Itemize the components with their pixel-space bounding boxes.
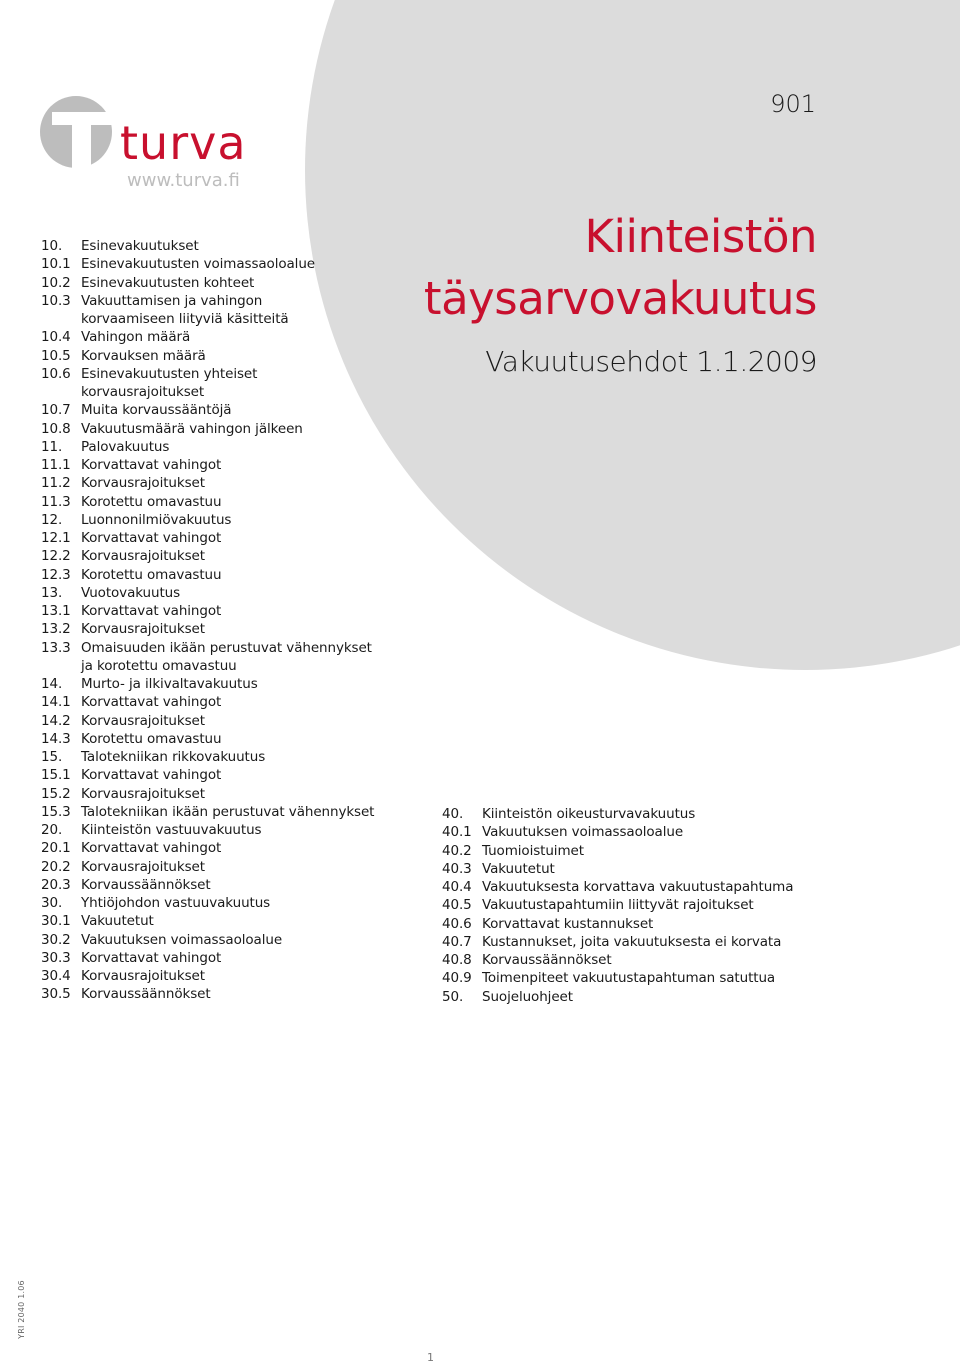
title-block — [424, 206, 817, 376]
toc-item-label: Suojeluohjeet — [482, 988, 573, 1005]
toc-item[interactable] — [41, 894, 431, 912]
logo-url[interactable]: www.turva.fi — [127, 170, 240, 191]
toc-item-number: 30.4 — [41, 968, 71, 984]
toc-item[interactable] — [41, 511, 431, 529]
toc-item-label: Vahingon määrä — [81, 329, 191, 346]
toc-item-number: 12.2 — [41, 548, 71, 565]
subtitle: Vakuutusehdot 1.1.2009 — [485, 345, 817, 378]
toc-item[interactable] — [442, 860, 862, 878]
toc-item-number: 11.3 — [41, 493, 71, 510]
toc-item-number: 40. — [442, 806, 464, 822]
toc-item-label: Vakuuttamisen ja vahingon — [81, 292, 263, 309]
toc-item-label: Vakuutetut — [81, 913, 154, 930]
toc-item[interactable] — [41, 675, 431, 693]
side-document-code: YRI 2040 1.06 — [16, 1280, 26, 1339]
toc-item-label-continued: korvaamiseen liityviä käsitteitä — [81, 311, 289, 327]
toc-item-number: 14.1 — [41, 694, 71, 711]
toc-item[interactable] — [41, 748, 431, 766]
toc-item-number: 15.2 — [41, 785, 71, 802]
toc-item[interactable] — [41, 730, 431, 748]
toc-item-label: Korvattavat vahingot — [81, 840, 222, 857]
toc-item[interactable] — [41, 693, 431, 711]
toc-item-label: Esinevakuutusten yhteiset — [81, 365, 258, 382]
document-number: 901 — [770, 90, 816, 118]
toc-item-number: 10.3 — [41, 292, 71, 309]
toc-item-number: 11.1 — [41, 457, 71, 473]
toc-item-label: Korvausrajoitukset — [81, 548, 205, 565]
toc-item-number: 15. — [41, 749, 63, 765]
toc-item-label-continued: ja korotettu omavastuu — [81, 657, 237, 674]
toc-left-column — [41, 237, 431, 1004]
toc-item-number: 10.2 — [41, 274, 71, 291]
toc-item[interactable] — [41, 365, 431, 402]
toc-item-label: Omaisuuden ikään perustuvat vähennykset — [81, 639, 372, 656]
toc-item-number: 14.2 — [41, 712, 71, 729]
toc-item[interactable] — [442, 842, 862, 860]
toc-item-number: 40.6 — [442, 915, 472, 932]
title-line-1: Kiinteistön — [584, 210, 817, 263]
toc-item[interactable] — [41, 839, 431, 857]
toc-item-number: 15.1 — [41, 767, 71, 784]
toc-item-number: 50. — [442, 988, 464, 1005]
toc-item[interactable] — [41, 493, 431, 511]
toc-right-column — [442, 805, 862, 1006]
toc-item[interactable] — [41, 529, 431, 547]
toc-item-number: 10.8 — [41, 420, 71, 437]
toc-item-label: Vakuutuksen voimassaoloalue — [81, 931, 283, 948]
toc-item-label: Korvattavat kustannukset — [482, 915, 654, 932]
toc-item-label: Vakuutuksen voimassaoloalue — [482, 824, 684, 841]
toc-item[interactable] — [41, 328, 431, 346]
toc-item[interactable] — [41, 420, 431, 438]
toc-item-label: Korvaussäännökset — [482, 952, 612, 968]
toc-item-number: 40.9 — [442, 970, 472, 987]
toc-item-label: Muita korvaussääntöjä — [81, 402, 232, 419]
toc-item-number: 13.1 — [41, 603, 71, 619]
toc-item-number: 13.2 — [41, 621, 71, 638]
toc-item-number: 10.5 — [41, 347, 71, 364]
toc-item-label: Vakuutusmäärä vahingon jälkeen — [81, 420, 303, 437]
toc-item[interactable] — [41, 401, 431, 419]
toc-item-label: Esinevakuutusten voimassaoloalue — [81, 256, 315, 273]
toc-item-number: 30.1 — [41, 913, 71, 930]
toc-item-label: Talotekniikan ikään perustuvat vähennykset — [81, 803, 375, 820]
page-number: 1 — [427, 1351, 434, 1364]
toc-item[interactable] — [41, 602, 431, 620]
toc-item[interactable] — [442, 896, 862, 914]
toc-item[interactable] — [41, 931, 431, 949]
toc-item-label: Vakuutetut — [482, 860, 555, 877]
toc-item[interactable] — [41, 912, 431, 930]
toc-item-number: 10.7 — [41, 402, 71, 419]
toc-item-number: 40.2 — [442, 842, 472, 859]
toc-item-label: Esinevakuutukset — [81, 238, 199, 254]
toc-item-label: Palovakuutus — [81, 438, 170, 455]
toc-item-number: 40.3 — [442, 860, 472, 877]
toc-item-number: 11. — [41, 438, 63, 455]
toc-item-label: Korvausrajoitukset — [81, 712, 205, 729]
toc-item[interactable] — [41, 639, 431, 676]
toc-item-label: Murto- ja ilkivaltavakuutus — [81, 676, 258, 692]
toc-item[interactable] — [41, 474, 431, 492]
toc-item-number: 13.3 — [41, 639, 71, 656]
turva-t-emblem-icon — [38, 92, 118, 172]
toc-item-label: Korvattavat vahingot — [81, 530, 222, 546]
toc-item[interactable] — [41, 274, 431, 292]
toc-item[interactable] — [41, 712, 431, 730]
toc-item-label: Korvaussäännökset — [81, 876, 211, 893]
toc-item-number: 30.3 — [41, 949, 71, 966]
toc-item[interactable] — [41, 255, 431, 273]
toc-item-number: 20. — [41, 822, 63, 838]
toc-item-number: 14.3 — [41, 730, 71, 747]
toc-item-number: 14. — [41, 676, 63, 692]
toc-item-number: 15.3 — [41, 803, 71, 820]
toc-item-number: 12.3 — [41, 566, 71, 583]
toc-item-label: Korotettu omavastuu — [81, 730, 222, 747]
toc-item[interactable] — [41, 237, 431, 255]
toc-item[interactable] — [442, 878, 862, 896]
toc-item-number: 10.6 — [41, 365, 71, 382]
toc-item-number: 30.5 — [41, 986, 71, 1003]
toc-item-number: 20.3 — [41, 876, 71, 893]
toc-item-number: 30. — [41, 895, 63, 911]
toc-item[interactable] — [41, 949, 431, 967]
toc-item[interactable] — [41, 566, 431, 584]
toc-item[interactable] — [41, 876, 431, 894]
toc-item-label: Korvattavat vahingot — [81, 767, 222, 784]
toc-item-number: 30.2 — [41, 931, 71, 948]
toc-item-label: Vakuutuksesta korvattava vakuutustapahtuma — [482, 879, 794, 895]
toc-item[interactable] — [442, 805, 862, 823]
toc-item-number: 10.1 — [41, 256, 71, 273]
toc-item[interactable] — [41, 766, 431, 784]
toc-item-label: Korvattavat vahingot — [81, 603, 222, 619]
toc-item[interactable] — [41, 456, 431, 474]
toc-item-label: Korvausrajoitukset — [81, 475, 205, 492]
toc-item-label: Korvausrajoitukset — [81, 621, 205, 638]
toc-item[interactable] — [41, 803, 431, 821]
toc-item-label: Korotettu omavastuu — [81, 493, 222, 510]
toc-item[interactable] — [41, 785, 431, 803]
toc-item[interactable] — [442, 915, 862, 933]
toc-item-number: 40.5 — [442, 897, 472, 914]
toc-item-number: 10.4 — [41, 329, 71, 346]
title-line-2: täysarvovakuutus — [423, 272, 817, 325]
toc-item-label: Esinevakuutusten kohteet — [81, 274, 255, 291]
toc-item[interactable] — [442, 951, 862, 969]
toc-item[interactable] — [442, 988, 862, 1006]
toc-item-number: 10. — [41, 238, 63, 254]
toc-item[interactable] — [41, 858, 431, 876]
toc-item-label: Toimenpiteet vakuutustapahtuman satuttua — [482, 970, 776, 987]
toc-item[interactable] — [41, 821, 431, 839]
toc-item-label: Vuotovakuutus — [81, 584, 181, 601]
toc-item[interactable] — [41, 584, 431, 602]
toc-item-label-continued: korvausrajoitukset — [81, 384, 205, 400]
toc-item[interactable] — [41, 547, 431, 565]
toc-item-number: 12. — [41, 511, 63, 528]
logo-wordmark: turva — [120, 116, 247, 170]
toc-item-label: Korvattavat vahingot — [81, 949, 222, 966]
toc-item-label: Kiinteistön vastuuvakuutus — [81, 822, 262, 838]
toc-item-label: Korvausrajoitukset — [81, 858, 205, 875]
toc-item-label: Luonnonilmiövakuutus — [81, 511, 232, 528]
toc-item[interactable] — [41, 292, 431, 329]
toc-item[interactable] — [442, 969, 862, 987]
toc-item-number: 40.1 — [442, 824, 472, 841]
toc-item-number: 12.1 — [41, 530, 71, 546]
toc-item-label: Kustannukset, joita vakuutuksesta ei korvata — [482, 933, 782, 950]
toc-item-label: Korvattavat vahingot — [81, 457, 222, 473]
toc-item-label: Korvausrajoitukset — [81, 785, 205, 802]
toc-item[interactable] — [41, 985, 431, 1003]
toc-item-label: Korvattavat vahingot — [81, 694, 222, 711]
toc-item-label: Vakuutustapahtumiin liittyvät rajoitukset — [482, 897, 754, 914]
toc-item-number: 13. — [41, 584, 63, 601]
toc-item[interactable] — [41, 438, 431, 456]
toc-item-label: Kiinteistön oikeusturvavakuutus — [482, 806, 696, 822]
toc-item-label: Tuomioistuimet — [482, 842, 584, 859]
toc-item-label: Korvausrajoitukset — [81, 968, 205, 984]
toc-item-number: 40.4 — [442, 879, 472, 895]
toc-item-label: Korotettu omavastuu — [81, 566, 222, 583]
toc-item-number: 11.2 — [41, 475, 71, 492]
toc-item-number: 40.7 — [442, 933, 472, 950]
toc-item[interactable] — [442, 823, 862, 841]
toc-item-label: Korvauksen määrä — [81, 347, 206, 364]
toc-item-number: 40.8 — [442, 952, 472, 968]
toc-item[interactable] — [41, 347, 431, 365]
toc-item-number: 20.2 — [41, 858, 71, 875]
toc-item-label: Talotekniikan rikkovakuutus — [81, 749, 266, 765]
turva-logo[interactable] — [38, 92, 258, 202]
toc-item-number: 20.1 — [41, 840, 71, 857]
toc-item[interactable] — [442, 933, 862, 951]
toc-item-label: Yhtiöjohdon vastuuvakuutus — [81, 895, 271, 911]
toc-item-label: Korvaussäännökset — [81, 986, 211, 1003]
toc-item[interactable] — [41, 620, 431, 638]
toc-item[interactable] — [41, 967, 431, 985]
